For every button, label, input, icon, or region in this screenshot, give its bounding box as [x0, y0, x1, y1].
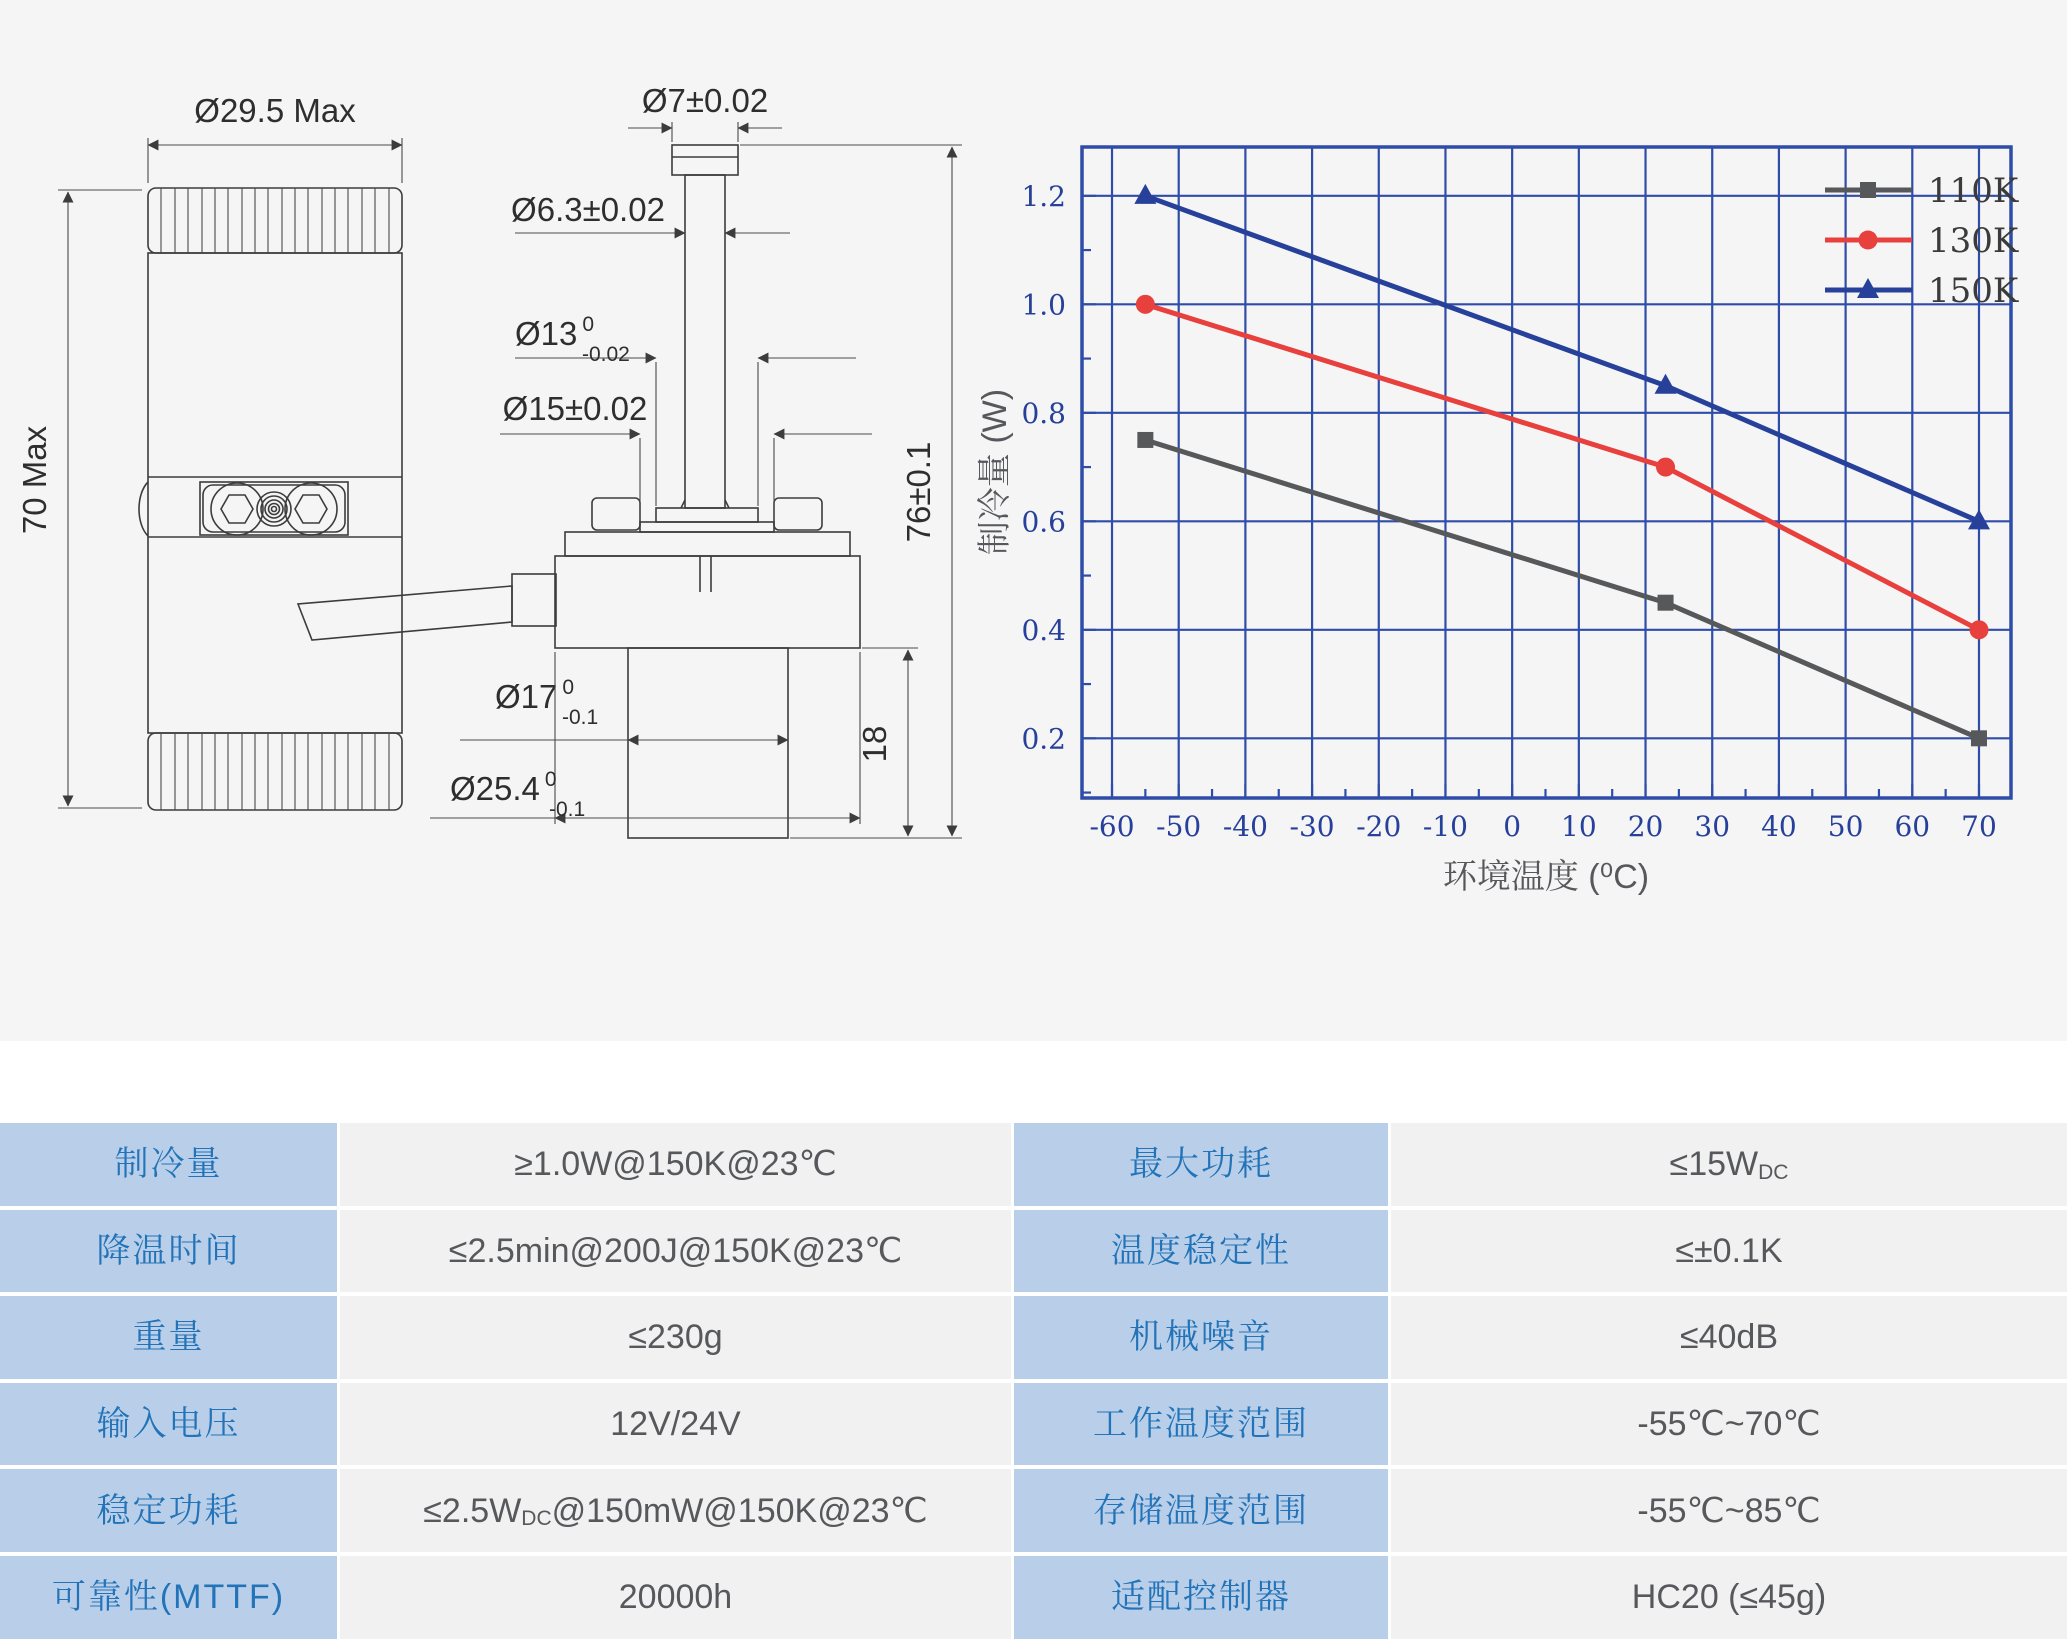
front-width-dim: Ø29.5 Max	[194, 92, 356, 129]
front-height-dim: 70 Max	[16, 425, 53, 535]
x-tick-label: -40	[1222, 810, 1268, 843]
lower-height-dim: 18	[856, 725, 893, 763]
front-view-drawing	[16, 92, 402, 810]
spec-value: ≤2.5W DC @150mW@150K@23℃	[340, 1469, 1011, 1552]
tip-dim: Ø7±0.02	[641, 82, 769, 119]
hex-screw-left	[211, 483, 263, 535]
y-axis-title: 制冷量 (W)	[976, 388, 1014, 556]
y-tick-label: 1.2	[1021, 179, 1066, 213]
lower-dia-dim: Ø17 $^0$ -0.1	[495, 676, 599, 729]
x-tick-label: 0	[1503, 810, 1522, 843]
spec-value: ≤2.5min@200J@150K@23℃	[340, 1210, 1011, 1293]
spec-value: ≤230g	[340, 1296, 1011, 1379]
x-tick-label: -10	[1422, 810, 1469, 843]
base-dia-dim: Ø25.4 $^0$ -0.1	[450, 768, 586, 821]
spec-value: ≥1.0W@150K@23℃	[340, 1123, 1011, 1206]
cold-tip-cap	[672, 145, 738, 175]
cold-finger-tube	[685, 175, 725, 508]
spec-label: 重量	[0, 1296, 337, 1379]
spec-label: 工作温度范围	[1014, 1383, 1388, 1466]
x-tick-label: 40	[1761, 810, 1797, 843]
x-tick-label: 60	[1894, 810, 1931, 843]
series-line-110K	[1145, 440, 1979, 738]
x-tick-label: 50	[1827, 810, 1864, 843]
legend-label-130K: 130K	[1928, 221, 2019, 261]
x-axis-title: 环境温度 (⁰C)	[1442, 858, 1650, 896]
marker-square	[1658, 595, 1674, 611]
cooling-capacity-chart	[976, 147, 2019, 896]
chart-plot-area	[1021, 147, 2018, 843]
front-body	[148, 253, 402, 733]
spec-value: HC20 (≤45g)	[1391, 1556, 2067, 1639]
y-tick-label: 0.6	[1021, 505, 1066, 539]
x-tick-label: 70	[1961, 810, 1997, 843]
spec-value: -55℃~70℃	[1391, 1383, 2067, 1466]
flange-step-15	[640, 522, 774, 532]
x-tick-label: 10	[1561, 810, 1597, 843]
x-tick-label: 30	[1694, 810, 1731, 843]
x-tick-label: 20	[1627, 810, 1664, 843]
hex-screw-right	[285, 483, 337, 535]
x-tick-label: -20	[1356, 810, 1402, 843]
marker-circle	[1969, 620, 1988, 639]
cable-groove-arc	[139, 482, 148, 536]
bore-dim: Ø13 $^0$ -0.02	[515, 313, 630, 366]
spec-value: 12V/24V	[340, 1383, 1011, 1466]
overall-height-dim: 76±0.1	[900, 441, 937, 543]
knurl-top	[148, 188, 402, 253]
legend-label-150K: 150K	[1928, 271, 2019, 311]
section-divider	[0, 1041, 2067, 1123]
legend-label-110K: 110K	[1928, 171, 2019, 211]
spec-table	[0, 1123, 2067, 1639]
spec-label: 温度稳定性	[1014, 1210, 1388, 1293]
marker-triangle	[1134, 184, 1156, 204]
x-tick-label: -50	[1156, 810, 1202, 843]
spec-label: 降温时间	[0, 1210, 337, 1293]
marker-square	[1860, 182, 1876, 198]
spec-label: 输入电压	[0, 1383, 337, 1466]
knurl-bottom-ribs	[161, 733, 389, 810]
spec-label: 制冷量	[0, 1123, 337, 1206]
flange-step-13	[656, 508, 758, 522]
knurl-bottom	[148, 733, 402, 810]
x-tick-label: -30	[1289, 810, 1335, 843]
marker-square	[1971, 730, 1987, 746]
y-tick-label: 1.0	[1021, 288, 1066, 322]
spec-label: 稳定功耗	[0, 1469, 337, 1552]
series-line-150K	[1145, 196, 1979, 522]
spec-label: 存储温度范围	[1014, 1469, 1388, 1552]
marker-square	[1137, 432, 1153, 448]
center-connector-rings	[257, 492, 291, 526]
flange-bolt-left	[592, 498, 640, 530]
side-view-drawing	[298, 82, 962, 838]
tube-dim: Ø6.3±0.02	[511, 191, 665, 228]
spec-value: 20000h	[340, 1556, 1011, 1639]
collar-dim: Ø15±0.02	[502, 390, 648, 427]
hex-socket-left	[221, 495, 253, 523]
spec-label: 适配控制器	[1014, 1556, 1388, 1639]
marker-circle	[1859, 231, 1878, 250]
lower-cylinder	[628, 648, 788, 838]
y-tick-label: 0.8	[1021, 396, 1066, 430]
spec-value: ≤±0.1K	[1391, 1210, 2067, 1293]
flange-plate	[565, 532, 850, 556]
marker-circle	[1136, 295, 1155, 314]
marker-circle	[1656, 458, 1675, 477]
hex-socket-right	[295, 495, 327, 523]
spec-label: 机械噪音	[1014, 1296, 1388, 1379]
spec-value: -55℃~85℃	[1391, 1469, 2067, 1552]
cable-connector	[512, 574, 556, 626]
cable	[298, 586, 512, 640]
spec-label: 最大功耗	[1014, 1123, 1388, 1206]
housing-body	[555, 556, 860, 648]
spec-label: 可靠性(MTTF)	[0, 1556, 337, 1639]
spec-value: ≤15W DC	[1391, 1123, 2067, 1206]
spec-value: ≤40dB	[1391, 1296, 2067, 1379]
y-tick-label: 0.2	[1021, 722, 1066, 756]
knurl-top-ribs	[161, 188, 389, 253]
x-tick-label: -60	[1089, 810, 1135, 843]
y-tick-label: 0.4	[1021, 613, 1066, 647]
flange-bolt-right	[774, 498, 822, 530]
